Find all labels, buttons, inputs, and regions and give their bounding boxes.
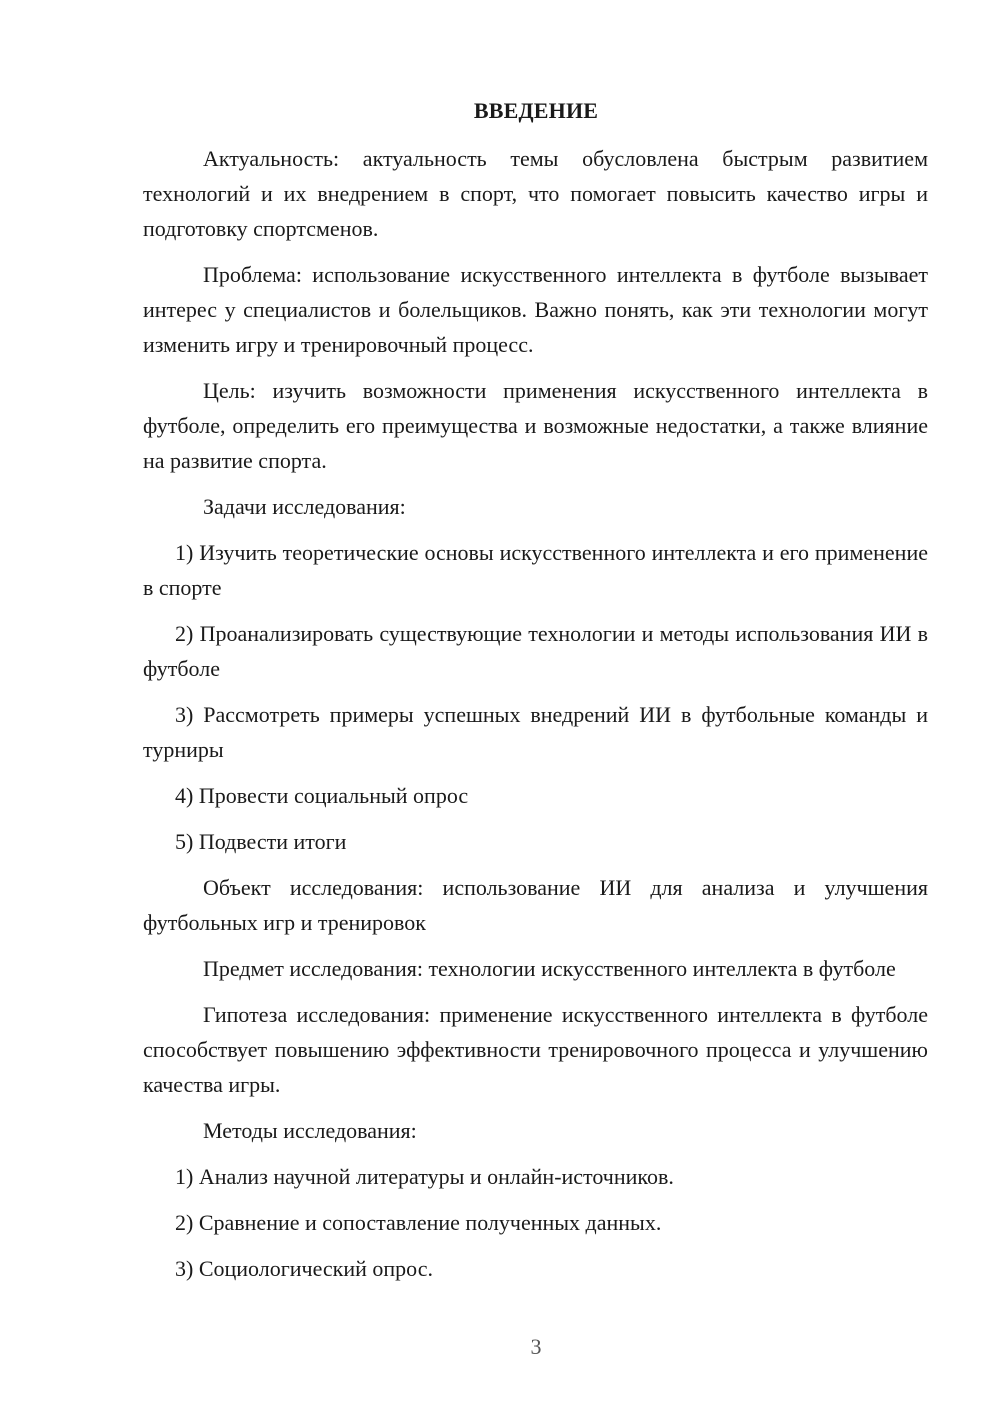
paragraph-relevance: Актуальность: актуальность темы обусловлена быстрым развитием технологий и их внедрением в спорт, что помогает повысить качество игры и подготовку спортсменов. [143,146,928,241]
paragraph-subject: Предмет исследования: технологии искусственного интеллекта в футболе [203,956,896,981]
paragraph-object: Объект исследования: использование ИИ для анализа и улучшения футбольных игр и тренировок [143,875,928,935]
task-item: 1) Изучить теоретические основы искусственного интеллекта и его применение в спорте [143,540,928,600]
page-number: 3 [530,1334,542,1359]
task-item: 3) Рассмотреть примеры успешных внедрений ИИ в футбольные команды и турниры [143,702,928,762]
task-item: 5) Подвести итоги [175,829,347,854]
paragraph-hypothesis: Гипотеза исследования: применение искусственного интеллекта в футболе способствует повышению эффективности тренировочного процесса и улучшению качества игры. [143,1002,928,1097]
paragraph-methods-heading: Методы исследования: [203,1118,417,1143]
task-item: 4) Провести социальный опрос [175,783,469,808]
paragraph-problem: Проблема: использование искусственного интеллекта в футболе вызывает интерес у специалистов и болельщиков. Важно понять, как эти технологии могут изменить игру и тренировочный процесс. [143,262,928,357]
document-body [143,141,928,1286]
paragraph-goal: Цель: изучить возможности применения искусственного интеллекта в футболе, определить его преимущества и возможные недостатки, а также влияние на развитие спорта. [143,378,928,473]
method-item: 2) Сравнение и сопоставление полученных данных. [175,1210,662,1235]
method-item: 1) Анализ научной литературы и онлайн-источников. [175,1164,674,1189]
task-item: 2) Проанализировать существующие технологии и методы использования ИИ в футболе [143,621,928,681]
method-item: 3) Социологический опрос. [175,1256,433,1281]
paragraph-tasks-heading: Задачи исследования: [203,494,406,519]
section-title: ВВЕДЕНИЕ [473,98,599,123]
